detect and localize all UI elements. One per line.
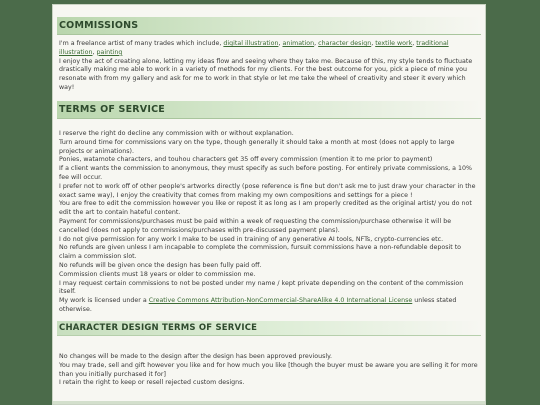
- character-terms-line: You may trade, sell and gift however you like and for how much you like [though the buyer must be aware you are selling it for more than you initially purchased it for]: [59, 361, 478, 378]
- terms-line: No refunds will be given once the design has been fully paid off.: [59, 261, 262, 269]
- terms-line: Payment for commissions/purchases must be paid within a week of requesting the commission/purchase otherwise it will be cancelled (does not apply to commissions/purchases with pre-discussed payment plans).: [59, 217, 452, 234]
- intro-prefix: I'm a freelance artist of many trades which include,: [59, 40, 224, 47]
- character-terms-heading: CHARACTER DESIGN TERMS OF SERVICE: [57, 321, 481, 336]
- commissions-text: [57, 35, 481, 93]
- terms-section: [57, 101, 481, 315]
- commissions-section: [57, 17, 481, 93]
- link-textile-work[interactable]: textile work: [375, 40, 413, 47]
- license-line: [59, 297, 479, 315]
- terms-line: Turn around time for commissions vary on the type, though generally it should take a month at most (does not apply to large projects or animations).: [59, 138, 455, 155]
- terms-heading: TERMS OF SERVICE: [57, 101, 481, 119]
- terms-line: If a client wants the commission to anonymous, they must specify as such before posting. For entirely private commissions, a 10% fee will occur.: [59, 165, 473, 181]
- terms-line: I reserve the right do decline any commission with or without explanation.: [59, 130, 294, 137]
- bottom-divider: [53, 401, 485, 404]
- character-terms-text: [57, 336, 481, 388]
- commissions-intro: [59, 40, 479, 58]
- link-animation[interactable]: animation: [282, 40, 315, 47]
- link-digital-illustration[interactable]: digital illustration: [223, 40, 279, 47]
- separator: ,: [412, 40, 417, 47]
- terms-line: I may request certain commissions to not be posted under my name / kept private depending on the content of the commission itself.: [59, 279, 464, 296]
- license-prefix: My work is licensed under a: [59, 297, 149, 305]
- commissions-heading: COMMISSIONS: [57, 17, 481, 35]
- terms-line: I prefer not to work off of other people's artworks directly (pose reference is fine but don't ask me to just draw your character in the exact same way), I enjoy the creativity that comes from making my own compositions and settings for a piece !: [59, 182, 476, 199]
- terms-line: Ponies, watamote characters, and touhou characters get 35 off every commission (mention it to me prior to payment): [59, 156, 433, 164]
- license-suffix: unless stated otherwise.: [59, 297, 457, 313]
- terms-line: I do not give permission for any work I make to be used in training of any generative AI tools, NFTs, crypto-currencies etc.: [59, 235, 444, 243]
- terms-line: No refunds are given unless I am incapable to complete the commission, fursuit commissions have a non-refundable deposit to claim a commission slot.: [59, 244, 462, 261]
- link-painting[interactable]: painting: [96, 48, 123, 56]
- separator: ,: [278, 40, 283, 47]
- separator: ,: [314, 40, 319, 47]
- character-terms-line: I retain the right to keep or resell rejected custom designs.: [59, 379, 245, 387]
- character-terms-section: [57, 321, 481, 388]
- license-link[interactable]: Creative Commons Attribution-NonCommercial-ShareAlike 4.0 International License: [148, 297, 413, 305]
- commissions-body: I enjoy the act of creating alone, letting my ideas flow and seeing where they take me. Because of this, my style tends to fluctuate drastically making me able to work in a variety of methods for my clients. For the best outcome for you, pick a piece of mine you resonate with from my gallery and ask for me to work in that style or let me take the wheel of creativity and steer it every which way!: [59, 57, 473, 91]
- character-terms-line: No changes will be made to the design after the design has been approved previously.: [59, 353, 332, 360]
- page-content: [52, 4, 486, 405]
- link-character-design[interactable]: character design: [318, 40, 372, 47]
- separator: ,: [371, 40, 376, 47]
- terms-text: [57, 119, 481, 315]
- terms-line: You are free to edit the commission however you like or repost it as long as I am properly credited as the original artist/ you do not edit the art to contain hateful content.: [59, 200, 472, 217]
- link-traditional-illustration[interactable]: traditional illustration: [59, 40, 449, 56]
- terms-line: Commission clients must 18 years or older to commission me.: [59, 270, 256, 278]
- separator: ,: [92, 48, 97, 56]
